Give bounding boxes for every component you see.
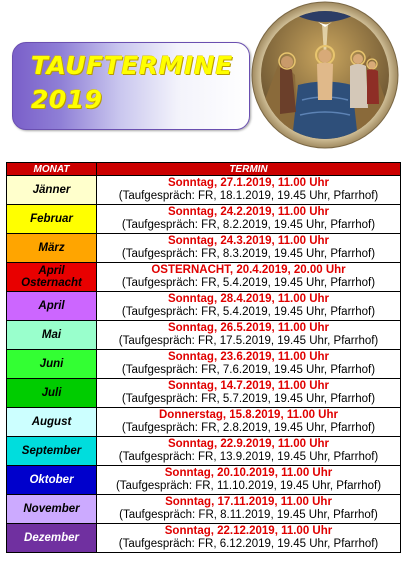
- title-banner: [12, 42, 250, 130]
- month-cell: [7, 379, 97, 408]
- term-cell: [97, 408, 401, 437]
- term-cell: [97, 292, 401, 321]
- preparation-talk: (Taufgespräch: FR, 5.4.2019, 19.45 Uhr, Pfarrhof): [121, 306, 376, 318]
- month-label: Dezember: [24, 531, 79, 544]
- month-label: März: [38, 241, 65, 254]
- table-row: [7, 176, 401, 205]
- month-cell: [7, 205, 97, 234]
- term-cell: [97, 466, 401, 495]
- month-cell: [7, 466, 97, 495]
- term-cell: [97, 495, 401, 524]
- month-label: August: [31, 415, 72, 428]
- table-row: [7, 321, 401, 350]
- term-cell: [97, 263, 401, 292]
- table-row: [7, 408, 401, 437]
- month-label: Mai: [41, 328, 62, 341]
- month-cell: [7, 495, 97, 524]
- preparation-talk: (Taufgespräch: FR, 8.2.2019, 19.45 Uhr, Pfarrhof): [121, 219, 376, 231]
- baptism-date: Sonntag, 17.11.2019, 11.00 Uhr: [165, 496, 332, 508]
- month-cell: [7, 292, 97, 321]
- term-column-header: TERMIN: [97, 163, 401, 176]
- baptism-date: Sonntag, 20.10.2019, 11.00 Uhr: [164, 467, 333, 479]
- term-cell: [97, 379, 401, 408]
- term-cell: [97, 437, 401, 466]
- preparation-talk: (Taufgespräch: FR, 18.1.2019, 19.45 Uhr, Pfarrhof): [118, 190, 379, 202]
- preparation-talk: (Taufgespräch: FR, 5.4.2019, 19.45 Uhr, Pfarrhof): [121, 277, 376, 289]
- baptism-date: Sonntag, 24.2.2019, 11.00 Uhr: [167, 206, 330, 218]
- preparation-talk: (Taufgespräch: FR, 13.9.2019, 19.45 Uhr, Pfarrhof): [118, 451, 379, 463]
- baptism-date: Sonntag, 23.6.2019, 11.00 Uhr: [167, 351, 330, 363]
- baptism-date: Donnerstag, 15.8.2019, 11.00 Uhr: [159, 409, 338, 421]
- baptism-date: Sonntag, 28.4.2019, 11.00 Uhr: [167, 293, 330, 305]
- month-cell: [7, 234, 97, 263]
- schedule-rows: [7, 176, 401, 553]
- title-line-2: 2019: [31, 85, 103, 114]
- table-row: [7, 437, 401, 466]
- baptism-date: Sonntag, 26.5.2019, 11.00 Uhr: [167, 322, 330, 334]
- term-cell: [97, 176, 401, 205]
- preparation-talk: (Taufgespräch: FR, 8.11.2019, 19.45 Uhr, Pfarrhof): [119, 509, 378, 521]
- baptism-icon: [250, 0, 400, 150]
- table-row: [7, 292, 401, 321]
- month-label: Juni: [39, 357, 64, 370]
- month-label: April: [38, 299, 65, 312]
- month-column-header: MONAT: [7, 163, 97, 176]
- preparation-talk: (Taufgespräch: FR, 7.6.2019, 19.45 Uhr, Pfarrhof): [121, 364, 376, 376]
- month-cell: [7, 408, 97, 437]
- month-cell: [7, 524, 97, 553]
- month-cell: [7, 437, 97, 466]
- table-row: [7, 234, 401, 263]
- baptism-date: Sonntag, 14.7.2019, 11.00 Uhr: [167, 380, 330, 392]
- term-cell: [97, 234, 401, 263]
- month-cell: [7, 321, 97, 350]
- preparation-talk: (Taufgespräch: FR, 17.5.2019, 19.45 Uhr, Pfarrhof): [118, 335, 379, 347]
- table-row: [7, 379, 401, 408]
- month-label: September: [21, 444, 82, 457]
- month-label: Februar: [30, 212, 73, 225]
- baptism-date: Sonntag, 24.3.2019, 11.00 Uhr: [167, 235, 330, 247]
- title-line-1: TAUFTERMINE: [31, 51, 233, 80]
- month-cell: [7, 176, 97, 205]
- preparation-talk: (Taufgespräch: FR, 2.8.2019, 19.45 Uhr, Pfarrhof): [121, 422, 376, 434]
- term-cell: [97, 321, 401, 350]
- term-cell: [97, 524, 401, 553]
- table-row: [7, 263, 401, 292]
- preparation-talk: (Taufgespräch: FR, 8.3.2019, 19.45 Uhr, Pfarrhof): [121, 248, 376, 260]
- table-row: [7, 524, 401, 553]
- month-cell: [7, 263, 97, 292]
- baptism-date: Sonntag, 27.1.2019, 11.00 Uhr: [167, 177, 330, 189]
- baptism-date: Sonntag, 22.12.2019, 11.00 Uhr: [164, 525, 333, 537]
- term-cell: [97, 350, 401, 379]
- preparation-talk: (Taufgespräch: FR, 11.10.2019, 19.45 Uhr, Pfarrhof): [115, 480, 382, 492]
- table-row: [7, 350, 401, 379]
- term-cell: [97, 205, 401, 234]
- table-row: [7, 466, 401, 495]
- month-label: Juli: [41, 386, 62, 399]
- preparation-talk: (Taufgespräch: FR, 6.12.2019, 19.45 Uhr, Pfarrhof): [118, 538, 379, 550]
- preparation-talk: (Taufgespräch: FR, 5.7.2019, 19.45 Uhr, Pfarrhof): [121, 393, 376, 405]
- month-cell: [7, 350, 97, 379]
- baptism-date: OSTERNACHT, 20.4.2019, 20.00 Uhr: [151, 264, 346, 276]
- month-label: Oktober: [29, 473, 74, 486]
- table-header-row: [7, 163, 401, 176]
- month-label: November: [23, 502, 80, 515]
- table-row: [7, 205, 401, 234]
- month-label: April Osternacht: [21, 265, 82, 289]
- baptism-schedule-table: [6, 162, 401, 553]
- month-label: Jänner: [32, 183, 71, 196]
- table-row: [7, 495, 401, 524]
- baptism-date: Sonntag, 22.9.2019, 11.00 Uhr: [167, 438, 330, 450]
